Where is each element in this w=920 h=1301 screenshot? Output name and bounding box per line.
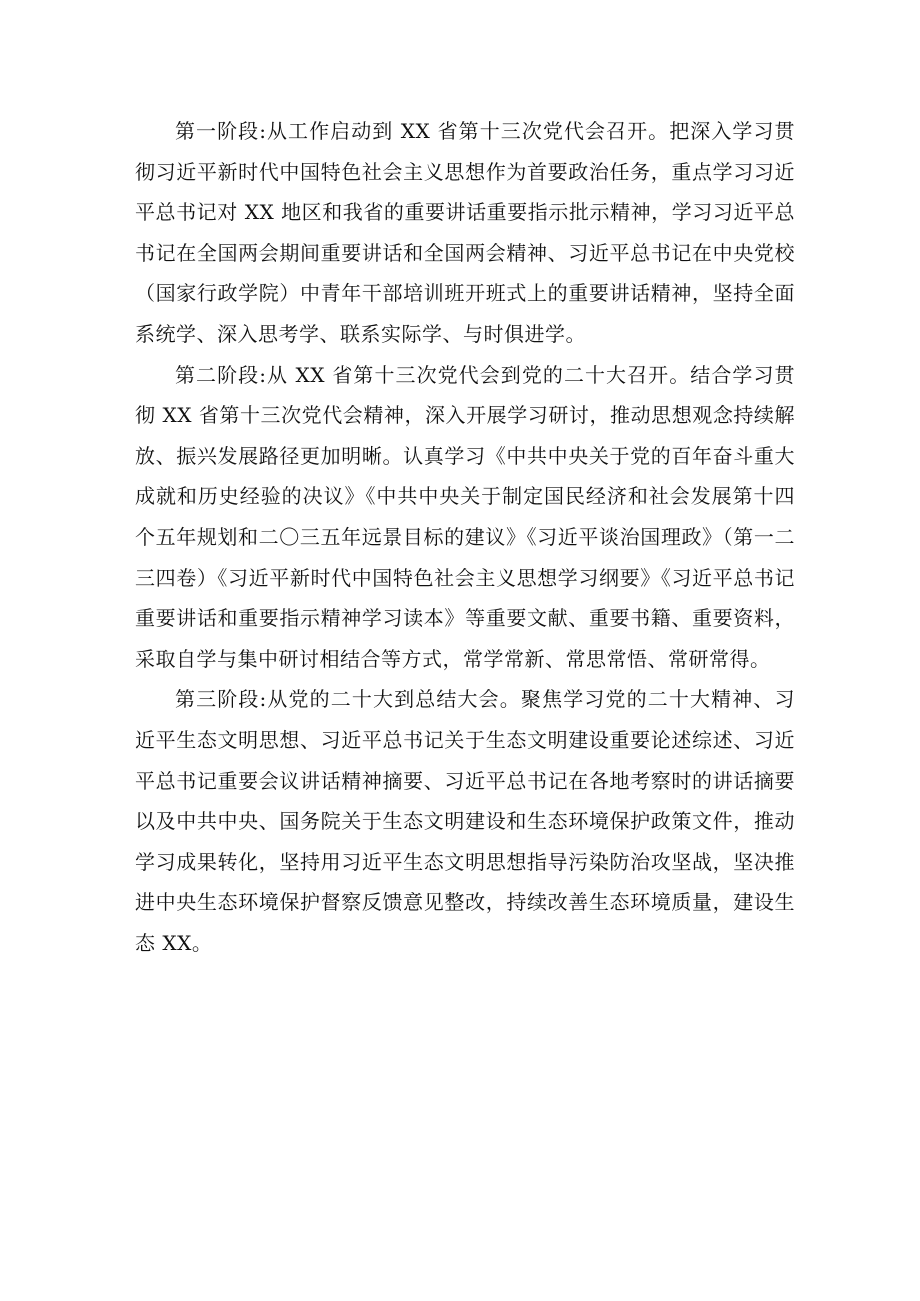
paragraph-stage-one: 第一阶段:从工作启动到 XX 省第十三次党代会召开。把深入学习贯彻习近平新时代中国特色社会主义思想作为首要政治任务，重点学习习近平总书记对 XX 地区和我省的重要讲话重要指示批示精神，学习习近平总书记在全国两会期间重要讲话和全国两会精神、习近平总书记在中央党校（国家行政学院）中青年干部培训班开班式上的重要讲话精神，坚持全面系统学、深入思考学、联系实际学、与时俱进学。 [135, 119, 795, 346]
paragraph-stage-three: 第三阶段:从党的二十大到总结大会。聚焦学习党的二十大精神、习近平生态文明思想、习近平总书记关于生态文明建设重要论述综述、习近平总书记重要会议讲话精神摘要、习近平总书记在各地考察时的讲话摘要以及中共中央、国务院关于生态文明建设和生态环境保护政策文件，推动学习成果转化，坚持用习近平生态文明思想指导污染防治攻坚战，坚决推进中央生态环境保护督察反馈意见整改，持续改善生态环境质量，建设生态 XX。 [135, 687, 795, 955]
document-body [135, 111, 795, 963]
paragraph-stage-two: 第二阶段:从 XX 省第十三次党代会到党的二十大召开。结合学习贯彻 XX 省第十三次党代会精神，深入开展学习研讨，推动思想观念持续解放、振兴发展路径更加明晰。认真学习《中共中央关于党的百年奋斗重大成就和历史经验的决议》《中共中央关于制定国民经济和社会发展第十四个五年规划和二〇三五年远景目标的建议》《习近平谈治国理政》（第一二三四卷）《习近平新时代中国特色社会主义思想学习纲要》《习近平总书记重要讲话和重要指示精神学习读本》等重要文献、重要书籍、重要资料，采取自学与集中研讨相结合等方式，常学常新、常思常悟、常研常得。 [135, 362, 795, 671]
